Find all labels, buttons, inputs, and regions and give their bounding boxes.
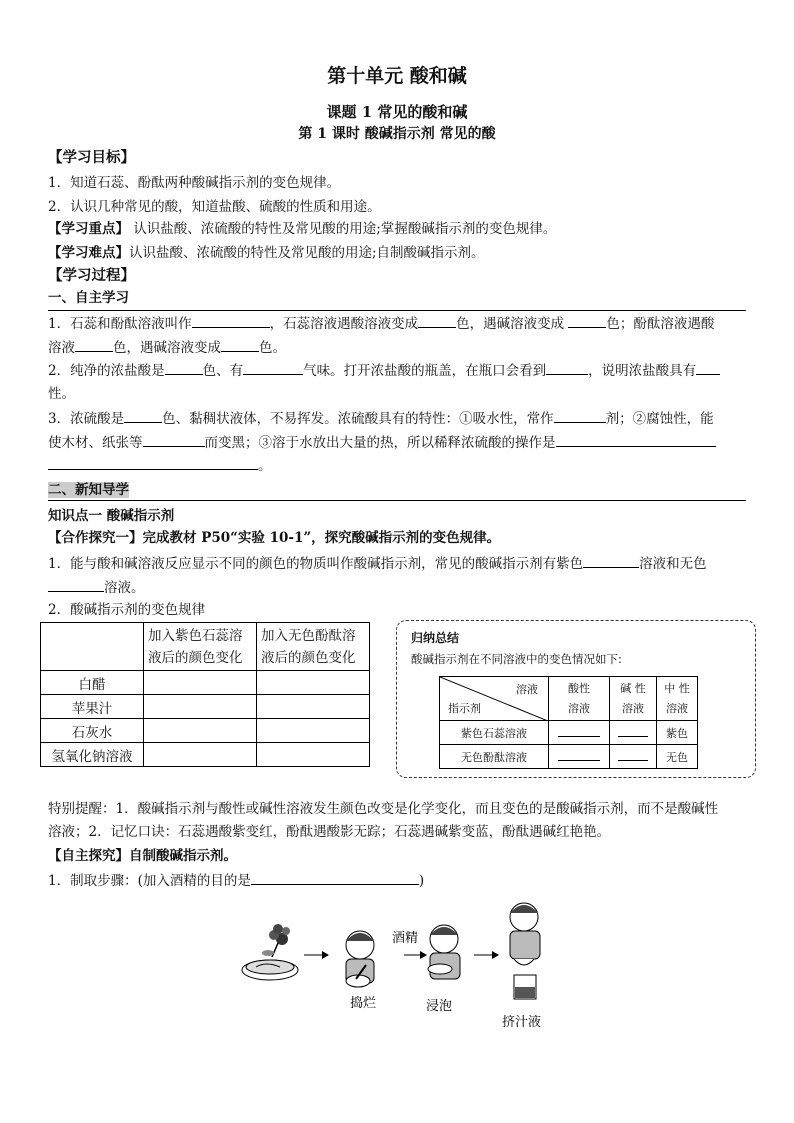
key-points-label: 【学习重点】 (48, 221, 129, 237)
table-row-label: 氢氧化钠溶液 (41, 743, 144, 767)
difficulties-label: 【学习难点】 (48, 245, 129, 261)
answer-blank[interactable] (251, 870, 419, 885)
arrow-icon (404, 951, 427, 959)
answer-blank[interactable] (558, 750, 600, 761)
summary-diagonal-cell: 溶液 指示剂 (440, 677, 549, 721)
procedure-figure (230, 895, 570, 1035)
table-cell-input[interactable] (144, 743, 257, 767)
table-row-label: 白醋 (41, 671, 144, 695)
step-label-mash: 捣烂 (350, 996, 377, 1011)
summary-table (439, 676, 698, 769)
q3-line2: 使木材、纸张等 而变黑；③溶于水放出大量的热，所以稀释浓硫酸的操作是 (48, 432, 716, 453)
flower-icon (262, 924, 290, 957)
difficulties (48, 243, 485, 263)
table-header-phenol: 加入无色酚酞溶 液后的颜色变化 (257, 623, 370, 671)
summary-litmus-neutral: 紫色 (657, 721, 698, 745)
table-cell-input[interactable] (144, 719, 257, 743)
answer-blank[interactable] (48, 577, 104, 592)
summary-col-acid: 酸性 溶液 (549, 677, 610, 721)
table-cell-input[interactable] (257, 671, 370, 695)
answer-blank[interactable] (556, 432, 716, 447)
answer-blank[interactable] (418, 313, 456, 328)
person-squeezing-icon (510, 903, 540, 999)
unit-title: 第十单元 酸和碱 (327, 65, 467, 87)
dish-icon (242, 960, 298, 980)
coop-explore-1: 【合作探究一】完成教材 P50“实验 10-1”，探究酸碱指示剂的变色规律。 (48, 530, 501, 546)
lesson-period: 第 1 课时 酸碱指示剂 常见的酸 (298, 126, 496, 142)
table-cell-input[interactable] (257, 695, 370, 719)
table-cell-input[interactable] (144, 695, 257, 719)
answer-blank[interactable] (192, 313, 270, 328)
table-cell-input[interactable] (257, 743, 370, 767)
q1-line2: 溶液 色，遇碱溶液变成 色。 (48, 337, 286, 358)
section2-divider (48, 500, 746, 501)
summary-phenol-neutral: 无色 (657, 745, 698, 769)
answer-blank[interactable] (546, 360, 588, 375)
goals-heading: 【学习目标】 (48, 149, 135, 166)
table-corner (41, 623, 144, 671)
answer-blank[interactable] (124, 408, 162, 423)
c1-line2: 溶液。 (48, 577, 145, 598)
arrow-icon (474, 951, 499, 959)
table-row-label: 苹果汁 (41, 695, 144, 719)
q3-line1: 3．浓硫酸是 色、黏稠状液体，不易挥发。浓硫酸具有的特性：①吸水性，常作 剂；②腐蚀性，能 (48, 408, 714, 429)
summary-col-neutral: 中 性 溶液 (657, 677, 698, 721)
answer-blank[interactable] (583, 553, 639, 568)
q2-line2: 性。 (48, 386, 75, 402)
indicator-table (40, 622, 370, 767)
table-row-label: 石灰水 (41, 719, 144, 743)
step-label-squeeze: 挤汁液 (502, 1015, 542, 1030)
person-soaking-icon (428, 925, 460, 979)
answer-blank[interactable] (554, 408, 606, 423)
table-cell-input[interactable] (144, 671, 257, 695)
answer-blank[interactable] (221, 337, 259, 352)
steps-line: 1．制取步骤：(加入酒精的目的是 ) (48, 870, 424, 891)
table-cell-input[interactable] (257, 719, 370, 743)
answer-blank[interactable] (558, 726, 600, 737)
summary-col-base: 碱 性 溶液 (610, 677, 657, 721)
goal-2: 2．认识几种常见的酸，知道盐酸、硫酸的性质和用途。 (48, 199, 381, 215)
key-points (48, 219, 556, 239)
answer-blank[interactable] (243, 360, 303, 375)
section1-divider (48, 310, 746, 311)
goal-1: 1．知道石蕊、酚酞两种酸碱指示剂的变色规律。 (48, 175, 341, 191)
q1-line1: 1．石蕊和酚酞溶液叫作 ，石蕊溶液遇酸溶液变成 色，遇碱溶液变成 色；酚酞溶液遇酸 (48, 313, 714, 334)
answer-blank[interactable] (696, 360, 720, 375)
summary-box (396, 620, 756, 778)
person-mashing-icon (346, 931, 374, 987)
reminder-line2: 溶液；2．记忆口诀：石蕊遇酸紫变红，酚酞遇酸影无踪；石蕊遇碱紫变蓝，酚酞遇碱红艳艳。 (48, 824, 611, 840)
answer-blank[interactable] (618, 726, 648, 737)
answer-blank[interactable] (568, 313, 606, 328)
self-explore: 【自主探究】自制酸碱指示剂。 (48, 848, 237, 864)
section1-heading: 一、自主学习 (48, 290, 129, 306)
q3-line3: 。 (48, 455, 272, 476)
c1-line1: 1．能与酸和碱溶液反应显示不同的颜色的物质叫作酸碱指示剂，常见的酸碱指示剂有紫色 溶液和无色 (48, 553, 707, 574)
process-heading: 【学习过程】 (48, 267, 135, 284)
alcohol-label: 酒精 (392, 931, 419, 946)
answer-blank[interactable] (75, 337, 113, 352)
table-header-litmus: 加入紫色石蕊溶 液后的颜色变化 (144, 623, 257, 671)
summary-row-litmus: 紫色石蕊溶液 (440, 721, 549, 745)
q2-line1: 2．纯净的浓盐酸是 色、有 气味。打开浓盐酸的瓶盖，在瓶口会看到 ，说明浓盐酸具有 (48, 360, 720, 381)
c2-line: 2．酸碱指示剂的变色规律 (48, 602, 206, 618)
summary-intro: 酸碱指示剂在不同溶液中的变色情况如下: (411, 652, 622, 666)
answer-blank[interactable] (165, 360, 203, 375)
summary-title: 归纳总结 (411, 631, 460, 645)
section2-heading: 二、新知导学 (48, 482, 129, 498)
lesson-subtitle: 课题 1 常见的酸和碱 (326, 103, 468, 121)
arrow-icon (304, 951, 329, 959)
step-label-soak: 浸泡 (426, 999, 453, 1014)
difficulties-text: 认识盐酸、浓硫酸的特性及常见酸的用途;自制酸碱指示剂。 (129, 245, 485, 261)
knowledge-point-1: 知识点一 酸碱指示剂 (48, 508, 175, 524)
key-points-text: 认识盐酸、浓硫酸的特性及常见酸的用途;掌握酸碱指示剂的变色规律。 (129, 221, 557, 237)
reminder-line1: 特别提醒：1．酸碱指示剂与酸性或碱性溶液发生颜色改变是化学变化，而且变色的是酸碱指示剂，而不是酸碱性 (48, 801, 719, 817)
summary-row-phenol: 无色酚酞溶液 (440, 745, 549, 769)
answer-blank[interactable] (618, 750, 648, 761)
answer-blank[interactable] (48, 455, 258, 470)
answer-blank[interactable] (143, 432, 205, 447)
